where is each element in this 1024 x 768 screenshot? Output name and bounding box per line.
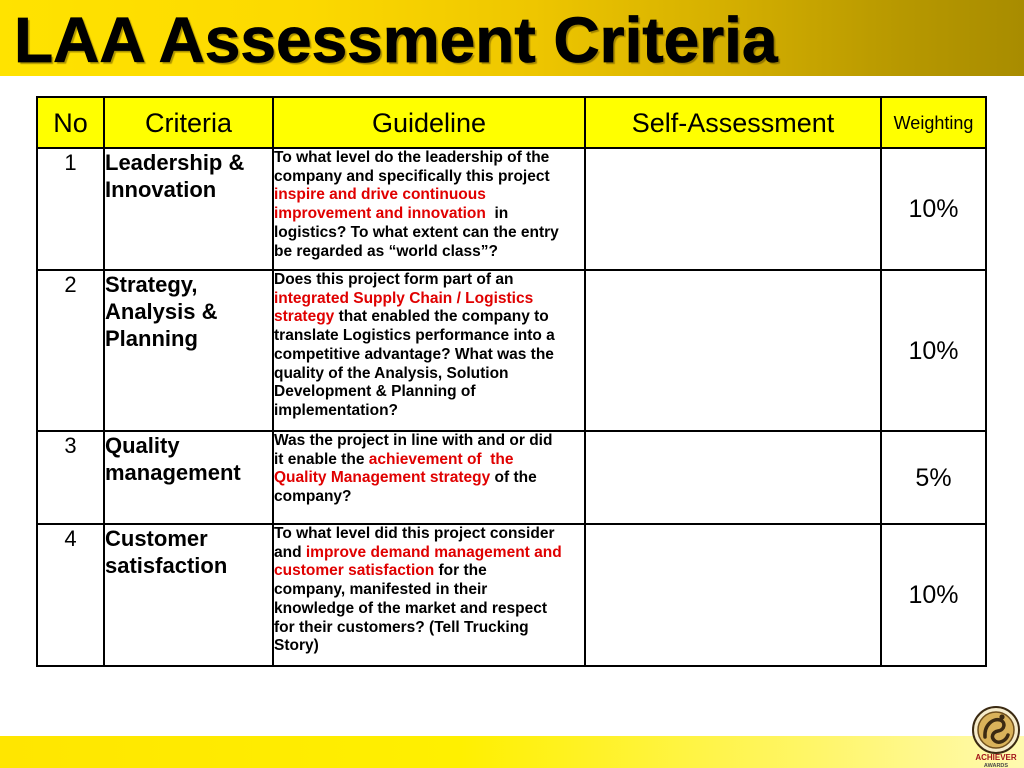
guideline-plain-text: that enabled the company to translate Logistics performance into a competitive advantage? What was the quality of the Analysis, Solution Development & Planning of implementation? bbox=[274, 308, 555, 419]
logo-wordmark: ACHIEVER bbox=[975, 753, 1017, 762]
guideline-text bbox=[274, 149, 584, 261]
guideline-text bbox=[274, 271, 584, 421]
table-row bbox=[37, 148, 986, 270]
table-header bbox=[37, 97, 986, 148]
row-number: 1 bbox=[37, 148, 104, 270]
row-number: 2 bbox=[37, 270, 104, 431]
header-self-assessment: Self-Assessment bbox=[585, 97, 881, 148]
guideline-highlight-text: improve demand management and customer satisfaction bbox=[274, 543, 562, 580]
achiever-awards-logo bbox=[968, 706, 1024, 768]
guideline-highlight-text: integrated Supply Chain / Logistics strategy bbox=[274, 289, 534, 326]
title-banner bbox=[0, 0, 1024, 76]
trophy-emblem-icon bbox=[973, 707, 1019, 753]
self-assessment-cell bbox=[585, 148, 881, 270]
logo-tagline: AWARDS bbox=[983, 763, 1009, 768]
self-assessment-cell bbox=[585, 524, 881, 666]
criteria-cell: Customer satisfaction bbox=[104, 524, 273, 666]
guideline-plain-text: To what level do the leadership of the company and specifically this project bbox=[274, 149, 550, 185]
guideline-plain-text: for the company, manifested in their knowledge of the market and respect for their customers? (Tell Trucking Story) bbox=[274, 562, 548, 655]
table-row bbox=[37, 524, 986, 666]
guideline-cell bbox=[273, 148, 585, 270]
criteria-cell: Quality management bbox=[104, 431, 273, 524]
emblem-figure-head bbox=[999, 714, 1004, 719]
table-row bbox=[37, 431, 986, 524]
header-criteria: Criteria bbox=[104, 97, 273, 148]
guideline-plain-text: in logistics? To what extent can the entry be regarded as “world class”? bbox=[274, 205, 559, 260]
header-guideline: Guideline bbox=[273, 97, 585, 148]
footer-band bbox=[0, 736, 1024, 768]
guideline-cell bbox=[273, 270, 585, 431]
criteria-cell: Leadership & Innovation bbox=[104, 148, 273, 270]
weighting-cell: 10% bbox=[881, 270, 986, 431]
row-number: 3 bbox=[37, 431, 104, 524]
guideline-cell bbox=[273, 524, 585, 666]
row-number: 4 bbox=[37, 524, 104, 666]
weighting-cell: 5% bbox=[881, 431, 986, 524]
header-weighting: Weighting bbox=[881, 97, 986, 148]
header-no: No bbox=[37, 97, 104, 148]
self-assessment-cell bbox=[585, 270, 881, 431]
guideline-text bbox=[274, 432, 584, 507]
table-header-row bbox=[37, 97, 986, 148]
guideline-cell bbox=[273, 431, 585, 524]
guideline-plain-text: To what level did this project consider and bbox=[274, 525, 555, 561]
guideline-plain-text: of the company? bbox=[274, 469, 537, 506]
guideline-plain-text: Does this project form part of an bbox=[274, 271, 514, 288]
assessment-criteria-table bbox=[36, 96, 987, 667]
weighting-cell: 10% bbox=[881, 148, 986, 270]
table-row bbox=[37, 270, 986, 431]
guideline-text bbox=[274, 525, 584, 656]
weighting-cell: 10% bbox=[881, 524, 986, 666]
slide-title: LAA Assessment Criteria bbox=[14, 4, 778, 76]
guideline-highlight-text: inspire and drive continuous improvement and innovation bbox=[274, 186, 486, 223]
guideline-plain-text: Was the project in line with and or did it enable the bbox=[274, 432, 553, 468]
table-body bbox=[37, 148, 986, 666]
self-assessment-cell bbox=[585, 431, 881, 524]
criteria-cell: Strategy, Analysis & Planning bbox=[104, 270, 273, 431]
guideline-highlight-text: achievement of the Quality Management strategy bbox=[274, 450, 514, 487]
